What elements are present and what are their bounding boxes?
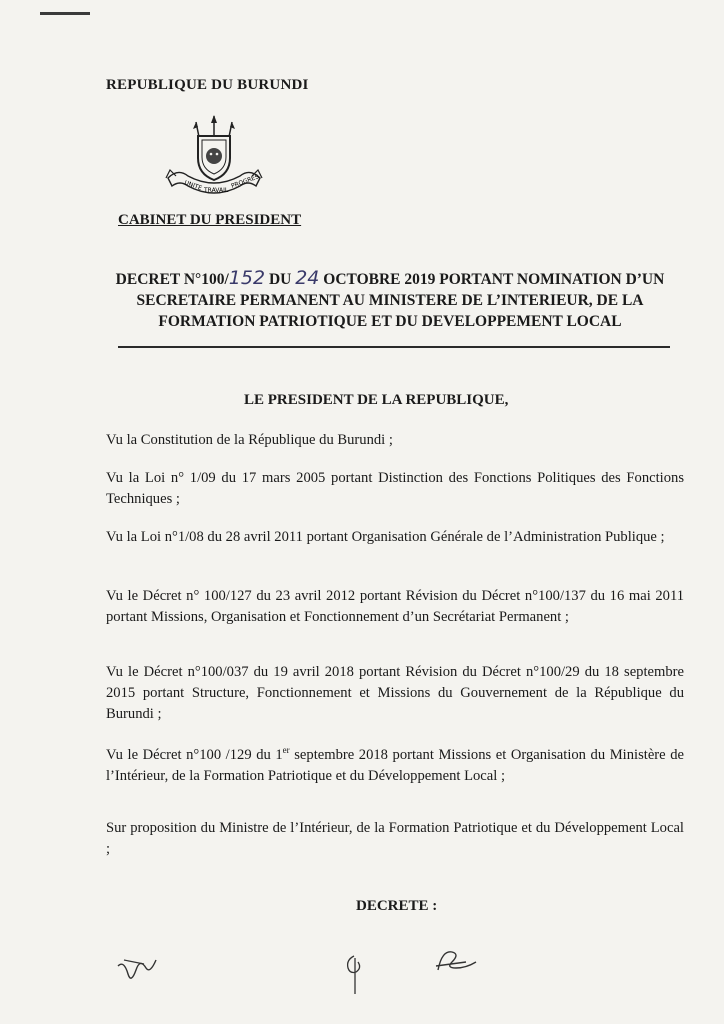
- paragraph-loi-1-09: Vu la Loi n° 1/09 du 17 mars 2005 portant Distinction des Fonctions Politiques des Fonctions Techniques ;: [106, 470, 684, 507]
- motto-travail: TRAVAIL: [204, 187, 229, 194]
- decree-number-handwritten: 152: [228, 267, 266, 289]
- corner-mark: [40, 12, 90, 15]
- handwritten-initial-right: [430, 942, 480, 982]
- decree-du: DU: [265, 271, 296, 288]
- republic-heading: REPUBLIQUE DU BURUNDI: [106, 77, 309, 93]
- decree-prefix: DECRET N°100/: [115, 271, 229, 288]
- decree-day-handwritten: 24: [295, 267, 320, 289]
- decree-title-rest: OCTOBRE 2019 PORTANT NOMINATION D’UN SECRETAIRE PERMANENT AU MINISTERE DE L’INTERIEUR, DE LA FORMATION PATRIOTIQUE ET DU DEVELOPPEMENT LOCAL: [136, 271, 665, 330]
- handwritten-initial-left: [110, 950, 170, 990]
- para7-before: Vu le Décret n°100 /129 du 1: [106, 746, 283, 763]
- para7-sup: er: [282, 745, 290, 755]
- paragraph-decret-100-129: [106, 740, 684, 787]
- title-divider: [118, 346, 670, 348]
- motto-unite: UNITE: [183, 179, 203, 193]
- paragraph-sur-proposition: Sur proposition du Ministre de l’Intérieur, de la Formation Patriotique et du Développement Local ;: [106, 820, 684, 857]
- para7-after: septembre 2018 portant Missions et Organisation du Ministère de l’Intérieur, de la Formation Patriotique et du Développement Local ;: [106, 746, 684, 784]
- decree-title: [98, 268, 682, 332]
- paragraph-loi-1-08: Vu la Loi n°1/08 du 28 avril 2011 portant Organisation Générale de l’Administration Publique ;: [106, 529, 665, 545]
- cabinet-heading: CABINET DU PRESIDENT: [118, 212, 302, 228]
- motto-progres: PROGRES: [230, 173, 260, 190]
- handwritten-initial-middle: [340, 950, 370, 1000]
- paragraph-decret-100-037: Vu le Décret n°100/037 du 19 avril 2018 portant Révision du Décret n°100/29 du 18 septembre 2015 portant Structure, Fonctionnement et Missions du Gouvernement de la République du Burundi ;: [106, 664, 684, 722]
- president-heading: LE PRESIDENT DE LA REPUBLIQUE,: [244, 392, 509, 408]
- decrete-heading: DECRETE :: [356, 898, 438, 914]
- paragraph-constitution: Vu la Constitution de la République du Burundi ;: [106, 432, 393, 448]
- burundi-coat-of-arms: [162, 112, 266, 204]
- paragraph-decret-100-127: Vu le Décret n° 100/127 du 23 avril 2012 portant Révision du Décret n°100/137 du 16 mai 2011 portant Missions, Organisation et Fonctionnement d’un Secrétariat Permanent ;: [106, 588, 684, 625]
